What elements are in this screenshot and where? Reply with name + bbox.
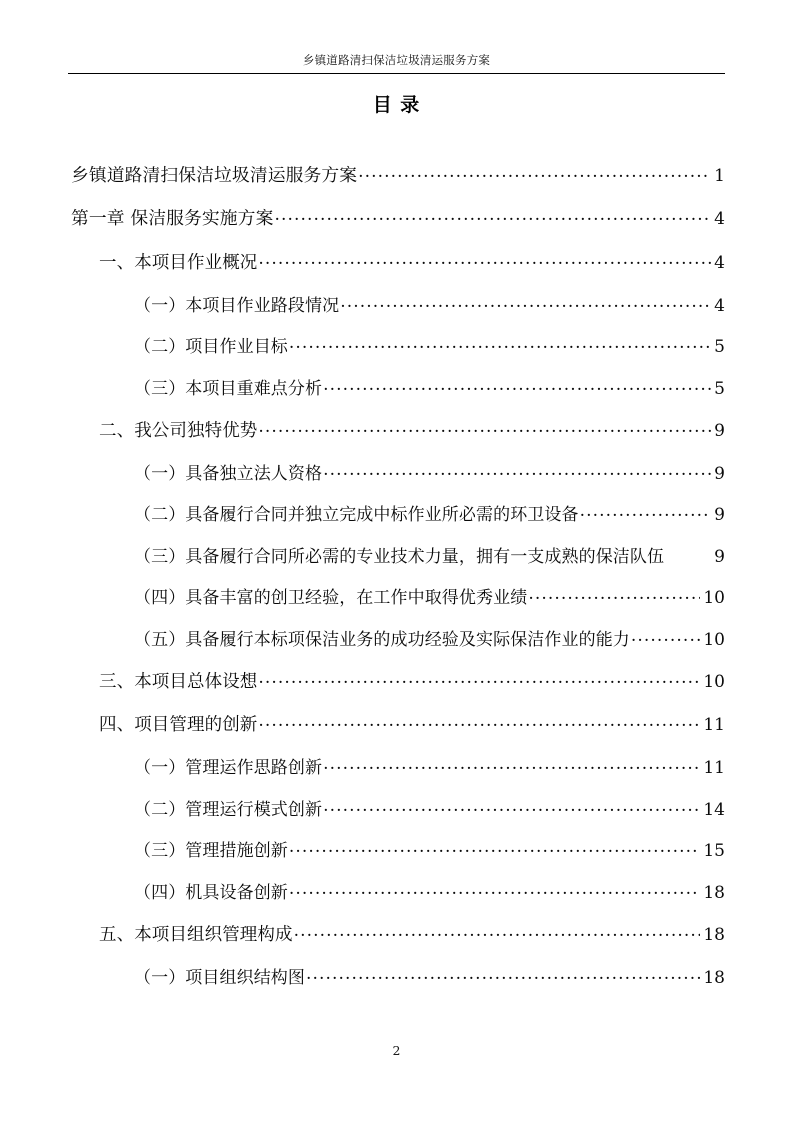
- toc-entry-label: （一）项目组织结构图: [134, 967, 305, 988]
- toc-entry-page-number: 9: [714, 546, 725, 567]
- toc-entry[interactable]: [68, 418, 725, 462]
- toc-entry-label: （二）项目作业目标: [134, 337, 288, 357]
- toc-entry-label: （三）具备履行合同所必需的专业技术力量，拥有一支成熟的保洁队伍: [134, 546, 665, 567]
- toc-entry-page-number: 4: [714, 252, 725, 273]
- toc-dot-leader: [289, 335, 711, 352]
- toc-dot-leader: [323, 798, 700, 815]
- running-header: [68, 52, 725, 68]
- toc-entry-page-number: 10: [703, 671, 725, 692]
- toc-entry[interactable]: [68, 798, 725, 840]
- toc-entry-label: （四）机具设备创新: [134, 882, 288, 903]
- toc-entry-page-number: 18: [703, 967, 725, 988]
- toc-entry-label: 第一章 保洁服务实施方案: [71, 208, 274, 230]
- toc-entry-page-number: 14: [703, 799, 725, 820]
- toc-entry[interactable]: [68, 713, 725, 757]
- toc-dot-leader: [274, 207, 711, 225]
- toc-entry-page-number: 4: [714, 209, 725, 230]
- toc-dot-leader: [323, 462, 711, 479]
- toc-dot-leader: [306, 966, 700, 983]
- toc-entry[interactable]: [68, 628, 725, 670]
- toc-entry-label: （四）具备丰富的创卫经验，在工作中取得优秀业绩: [134, 588, 528, 608]
- toc-dot-leader: [631, 628, 700, 645]
- toc-entry-label: （一）管理运作思路创新: [134, 758, 323, 778]
- toc-entry[interactable]: [68, 503, 725, 545]
- toc-entry-label: （五）具备履行本标项保洁业务的成功经验及实际保洁作业的能力: [134, 629, 630, 650]
- toc-dot-leader: [294, 922, 701, 940]
- toc-entry-page-number: 9: [714, 420, 725, 441]
- toc-entry[interactable]: [68, 839, 725, 881]
- toc-entry[interactable]: [68, 163, 725, 207]
- toc-entry[interactable]: [68, 586, 725, 628]
- toc-entry-page-number: 9: [714, 505, 725, 525]
- page-title: 目 录: [372, 94, 421, 116]
- toc-entry[interactable]: [68, 462, 725, 504]
- toc-entry[interactable]: [68, 294, 725, 336]
- header-divider-rule: [68, 73, 725, 74]
- toc-entry[interactable]: [68, 669, 725, 713]
- toc-entry-page-number: 1: [714, 165, 725, 186]
- toc-entry-label: 一、本项目作业概况: [99, 252, 258, 273]
- toc-entry-label: （一）本项目作业路段情况: [134, 295, 340, 316]
- toc-entry-label: （一）具备独立法人资格: [134, 463, 323, 484]
- toc-entry[interactable]: [68, 207, 725, 251]
- toc-dot-leader: [258, 418, 711, 436]
- toc-dot-leader: [580, 503, 712, 520]
- toc-entry-label: （二）管理运行模式创新: [134, 799, 323, 820]
- toc-entry[interactable]: [68, 881, 725, 923]
- toc-entry[interactable]: [68, 966, 725, 1008]
- toc-entry-page-number: 18: [703, 882, 725, 903]
- toc-entry[interactable]: [68, 250, 725, 294]
- toc-entry-page-number: 5: [714, 378, 725, 399]
- toc-dot-leader: [528, 586, 700, 603]
- toc-entry-page-number: 11: [703, 758, 725, 778]
- toc-dot-leader: [289, 881, 700, 898]
- page-footer: [0, 1040, 793, 1059]
- toc-entry-label: （三）管理措施创新: [134, 841, 288, 861]
- toc-entry[interactable]: [68, 335, 725, 377]
- toc-dot-leader: [323, 377, 711, 394]
- toc-entry-page-number: 5: [714, 337, 725, 357]
- toc-dot-leader: [358, 163, 711, 181]
- toc-entry-label: 二、我公司独特优势: [99, 420, 258, 441]
- toc-entry-page-number: 10: [703, 588, 725, 608]
- toc-entry[interactable]: [68, 922, 725, 966]
- running-header-text: 乡镇道路清扫保洁垃圾清运服务方案: [302, 53, 491, 67]
- toc-entry-label: 三、本项目总体设想: [99, 671, 258, 692]
- toc-entry-page-number: 10: [703, 629, 725, 650]
- toc-entry[interactable]: [68, 756, 725, 798]
- toc-entry[interactable]: [68, 377, 725, 419]
- toc-entry-page-number: 9: [714, 463, 725, 484]
- toc-entry[interactable]: [68, 545, 725, 587]
- toc-dot-leader: [323, 756, 700, 773]
- toc-entry-page-number: 15: [703, 841, 725, 861]
- toc-dot-leader: [258, 669, 700, 687]
- toc-entry-label: 五、本项目组织管理构成: [99, 924, 293, 945]
- toc-entry-label: 乡镇道路清扫保洁垃圾清运服务方案: [71, 164, 358, 186]
- toc-entry-page-number: 11: [703, 715, 725, 735]
- footer-page-number: 2: [392, 1043, 401, 1058]
- toc-entry-label: （三）本项目重难点分析: [134, 378, 323, 399]
- toc-dot-leader: [258, 713, 700, 731]
- table-of-contents: [68, 163, 725, 1007]
- toc-entry-label: 四、项目管理的创新: [99, 715, 258, 735]
- toc-dot-leader: [289, 839, 700, 856]
- toc-entry-page-number: 4: [714, 295, 725, 316]
- toc-dot-leader: [664, 545, 712, 562]
- toc-entry-label: （二）具备履行合同并独立完成中标作业所必需的环卫设备: [134, 505, 579, 525]
- toc-dot-leader: [258, 250, 711, 268]
- toc-entry-page-number: 18: [703, 924, 725, 945]
- toc-dot-leader: [340, 294, 711, 311]
